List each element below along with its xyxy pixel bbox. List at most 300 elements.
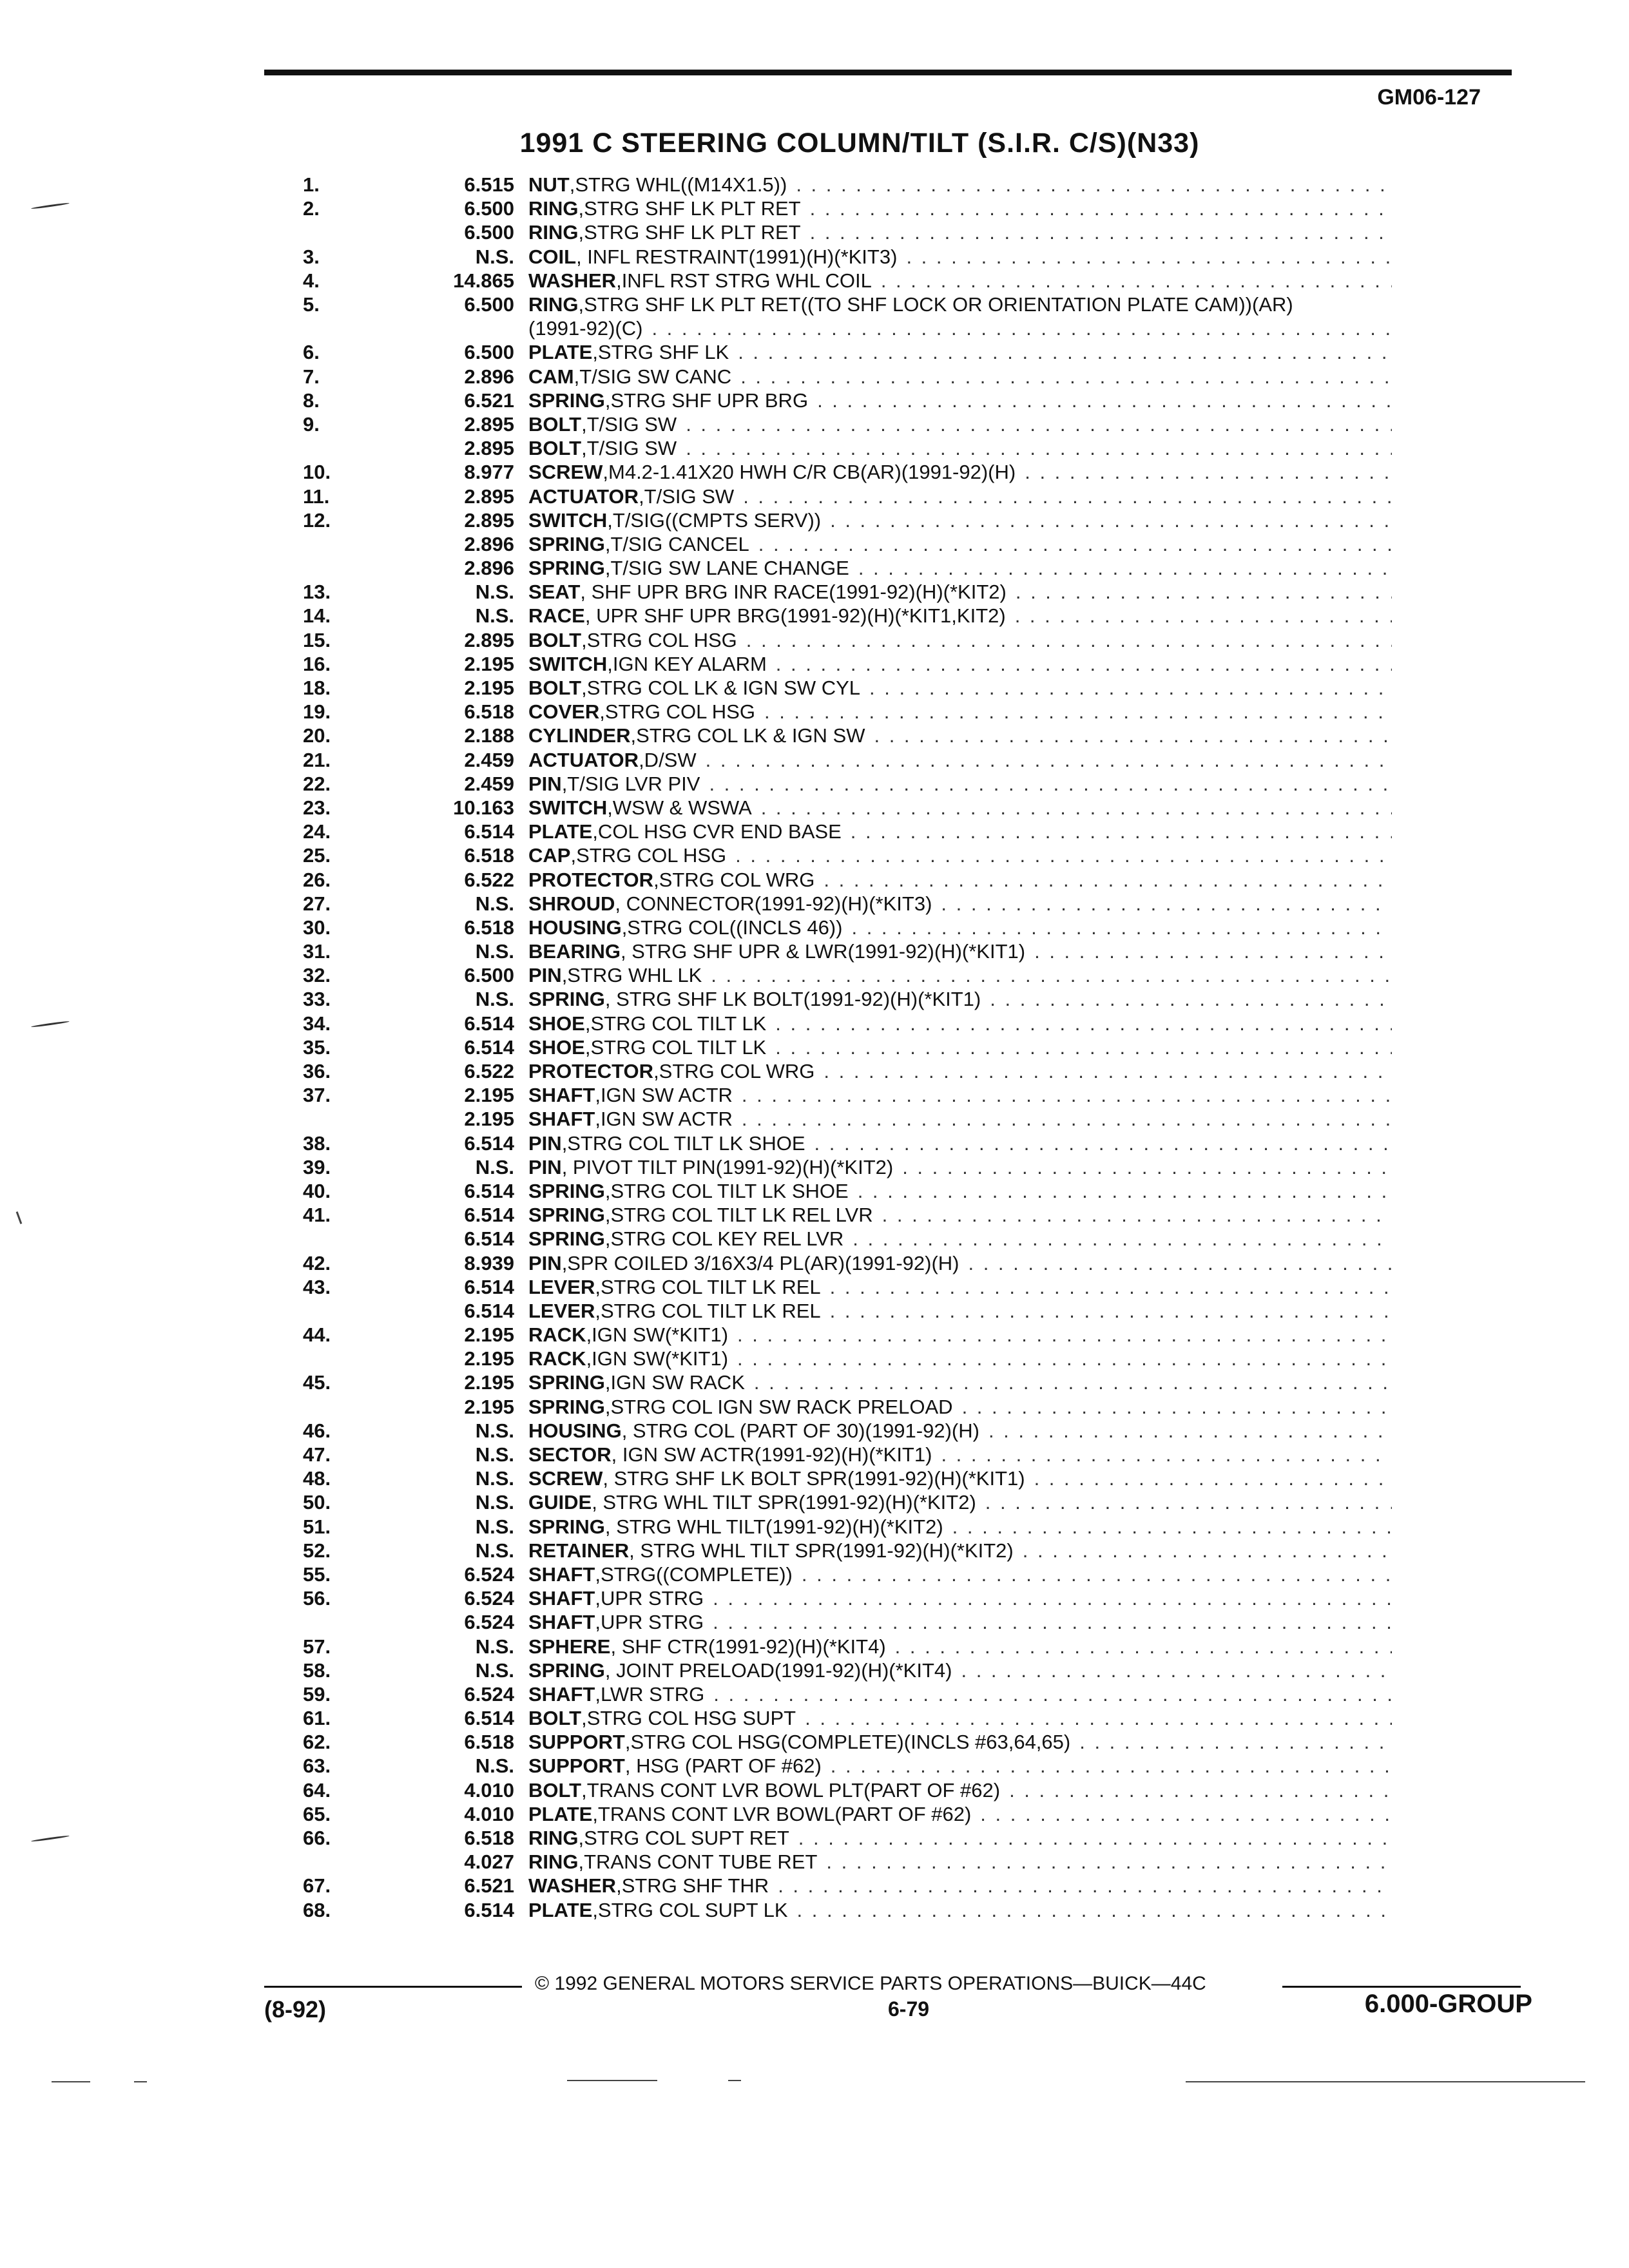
leader-dots bbox=[1034, 1466, 1392, 1490]
part-name: SPRING bbox=[528, 557, 605, 580]
leader-dots bbox=[830, 508, 1392, 532]
part-description: ,STRG COL TILT LK REL LVR bbox=[604, 1204, 873, 1227]
part-name: PLATE bbox=[528, 341, 593, 364]
part-ref-number: 2. bbox=[303, 197, 320, 220]
part-name: SPRING bbox=[528, 988, 605, 1011]
part-group-number: 4.010 bbox=[464, 1778, 514, 1802]
leader-dots bbox=[858, 1179, 1392, 1203]
part-name: SUPPORT bbox=[528, 1754, 625, 1778]
part-description: ,UPR STRG bbox=[595, 1611, 704, 1634]
leader-dots bbox=[686, 412, 1392, 436]
part-row bbox=[303, 1203, 1392, 1227]
part-name: ACTUATOR bbox=[528, 485, 639, 508]
leader-dots bbox=[851, 916, 1392, 939]
part-ref-number: 23. bbox=[303, 796, 331, 819]
part-group-number: 6.514 bbox=[464, 1035, 514, 1059]
part-group-number: 6.522 bbox=[464, 868, 514, 891]
part-group-number: 2.459 bbox=[464, 748, 514, 771]
leader-dots bbox=[869, 676, 1392, 700]
scan-mark bbox=[567, 2080, 657, 2081]
part-group-number: 6.524 bbox=[464, 1562, 514, 1586]
part-name: SECTOR bbox=[528, 1443, 612, 1466]
leader-dots bbox=[737, 1347, 1392, 1370]
part-group-number: 2.188 bbox=[464, 724, 514, 747]
leader-dots bbox=[830, 1275, 1392, 1299]
leader-dots bbox=[797, 1898, 1392, 1922]
part-row bbox=[303, 508, 1392, 532]
part-description: ,IGN KEY ALARM bbox=[607, 652, 767, 675]
leader-dots bbox=[941, 892, 1392, 916]
part-group-number: 14.865 bbox=[453, 269, 514, 292]
part-ref-number: 25. bbox=[303, 844, 331, 867]
part-row bbox=[303, 556, 1392, 580]
part-name: SHAFT bbox=[528, 1587, 595, 1610]
part-ref-number: 67. bbox=[303, 1874, 331, 1898]
part-name: PROTECTOR bbox=[528, 868, 654, 891]
part-name: PIN bbox=[528, 964, 562, 987]
part-ref-number: 10. bbox=[303, 461, 331, 484]
part-name: PIN bbox=[528, 772, 562, 795]
part-ref-number: 39. bbox=[303, 1155, 331, 1178]
document-code: GM06-127 bbox=[1377, 85, 1481, 110]
part-description: ,TRANS CONT LVR BOWL(PART OF #62) bbox=[592, 1802, 972, 1825]
part-group-number: 2.895 bbox=[464, 508, 514, 532]
part-name: BOLT bbox=[528, 1707, 582, 1730]
leader-dots bbox=[817, 389, 1392, 412]
part-description: ,STRG COL TILT LK SHOE bbox=[604, 1179, 849, 1202]
scan-mark bbox=[134, 2081, 147, 2082]
part-description: ,STRG COL LK & IGN SW CYL bbox=[581, 677, 861, 700]
leader-dots bbox=[1025, 460, 1392, 484]
part-group-number: 6.500 bbox=[464, 964, 514, 987]
part-group-number: 2.195 bbox=[464, 677, 514, 700]
scan-mark bbox=[728, 2080, 741, 2081]
part-name: BOLT bbox=[528, 437, 582, 460]
part-ref-number: 51. bbox=[303, 1515, 331, 1538]
part-group-number: 2.459 bbox=[464, 772, 514, 795]
part-description: ,T/SIG SW LANE CHANGE bbox=[604, 557, 849, 580]
part-description: , STRG SHF LK BOLT SPR(1991-92)(H)(*KIT1) bbox=[602, 1467, 1025, 1490]
leader-dots bbox=[1016, 580, 1392, 604]
leader-dots bbox=[761, 796, 1392, 820]
part-row bbox=[303, 963, 1392, 987]
part-ref-number: 24. bbox=[303, 820, 331, 843]
part-description: ,SPR COILED 3/16X3/4 PL(AR)(1991-92)(H) bbox=[561, 1251, 959, 1274]
part-description: ,IGN SW ACTR bbox=[595, 1084, 733, 1107]
part-row bbox=[303, 436, 1392, 460]
leader-dots bbox=[778, 1874, 1392, 1898]
part-name: COVER bbox=[528, 700, 600, 724]
part-group-number: 2.195 bbox=[464, 1395, 514, 1418]
leader-dots bbox=[796, 173, 1392, 197]
part-group-number: 6.524 bbox=[464, 1682, 514, 1706]
part-name: PLATE bbox=[528, 1802, 593, 1825]
part-row bbox=[303, 1179, 1392, 1203]
part-name: SHAFT bbox=[528, 1682, 595, 1706]
part-description: ,STRG SHF THR bbox=[616, 1874, 769, 1898]
leader-dots bbox=[651, 316, 1392, 340]
part-name: WASHER bbox=[528, 1874, 617, 1898]
part-description: ,STRG COL KEY REL LVR bbox=[604, 1227, 844, 1251]
part-ref-number: 58. bbox=[303, 1658, 331, 1682]
leader-dots bbox=[990, 987, 1392, 1011]
part-row bbox=[303, 389, 1392, 412]
part-row bbox=[303, 987, 1392, 1011]
part-description: , STRG WHL TILT SPR(1991-92)(H)(*KIT2) bbox=[629, 1539, 1014, 1562]
part-name: SCREW bbox=[528, 1467, 603, 1490]
part-description: ,STRG COL TILT LK bbox=[584, 1012, 767, 1035]
part-description: ,STRG COL HSG bbox=[581, 628, 737, 651]
part-group-number: 2.195 bbox=[464, 1108, 514, 1131]
leader-dots bbox=[980, 1802, 1392, 1826]
part-name: RACK bbox=[528, 1347, 586, 1370]
part-ref-number: 43. bbox=[303, 1275, 331, 1298]
part-row bbox=[303, 173, 1392, 197]
part-name: COIL bbox=[528, 245, 577, 268]
part-group-number: N.S. bbox=[475, 988, 514, 1011]
part-group-number: 6.515 bbox=[464, 173, 514, 197]
part-row bbox=[303, 245, 1392, 269]
leader-dots bbox=[874, 724, 1392, 747]
part-description: ,T/SIG SW bbox=[581, 437, 677, 460]
part-description: , PIVOT TILT PIN(1991-92)(H)(*KIT2) bbox=[561, 1155, 894, 1178]
part-ref-number: 18. bbox=[303, 677, 331, 700]
part-description: ,STRG SHF LK PLT RET bbox=[578, 221, 801, 244]
part-row bbox=[303, 1012, 1392, 1035]
part-name: SEAT bbox=[528, 581, 581, 604]
part-group-number: 8.939 bbox=[464, 1251, 514, 1274]
leader-dots bbox=[764, 700, 1392, 724]
part-ref-number: 12. bbox=[303, 508, 331, 532]
part-name: BEARING bbox=[528, 940, 621, 963]
part-name: SWITCH bbox=[528, 796, 608, 819]
part-row bbox=[303, 939, 1392, 963]
part-group-number: N.S. bbox=[475, 1443, 514, 1466]
part-ref-number: 56. bbox=[303, 1587, 331, 1610]
part-ref-number: 64. bbox=[303, 1778, 331, 1802]
leader-dots bbox=[740, 365, 1392, 389]
part-ref-number: 9. bbox=[303, 412, 320, 436]
part-row bbox=[303, 1778, 1392, 1802]
leader-dots bbox=[952, 1515, 1392, 1539]
part-group-number: 8.977 bbox=[464, 461, 514, 484]
part-group-number: 2.195 bbox=[464, 1323, 514, 1347]
part-description: ,STRG SHF LK bbox=[592, 341, 729, 364]
part-row bbox=[303, 1275, 1392, 1299]
part-ref-number: 35. bbox=[303, 1035, 331, 1059]
part-ref-number: 48. bbox=[303, 1467, 331, 1490]
part-group-number: 2.896 bbox=[464, 365, 514, 388]
leader-dots bbox=[824, 1059, 1392, 1083]
leader-dots bbox=[742, 1107, 1392, 1131]
part-ref-number: 36. bbox=[303, 1060, 331, 1083]
copyright-notice: © 1992 GENERAL MOTORS SERVICE PARTS OPERATIONS—BUICK—44C bbox=[535, 1973, 1206, 1994]
part-description: ,TRANS CONT LVR BOWL PLT(PART OF #62) bbox=[581, 1778, 1001, 1802]
part-description: (1991-92)(C) bbox=[528, 317, 643, 340]
part-group-number: 6.514 bbox=[464, 1299, 514, 1322]
part-row bbox=[303, 1323, 1392, 1347]
part-row bbox=[303, 1035, 1392, 1059]
part-name: RING bbox=[528, 197, 579, 220]
part-group-number: N.S. bbox=[475, 1155, 514, 1178]
part-description: ,D/SW bbox=[639, 748, 697, 771]
part-group-number: 2.195 bbox=[464, 1084, 514, 1107]
leader-dots bbox=[815, 1131, 1392, 1155]
part-row bbox=[303, 316, 1392, 340]
part-name: PIN bbox=[528, 1251, 562, 1274]
part-row bbox=[303, 365, 1392, 389]
footer-rule-left bbox=[264, 1986, 522, 1988]
part-name: WASHER bbox=[528, 269, 617, 292]
part-group-number: 2.195 bbox=[464, 652, 514, 675]
leader-dots bbox=[743, 485, 1392, 508]
part-description: ,STRG SHF LK PLT RET((TO SHF LOCK OR ORIENTATION PLATE CAM))(AR) bbox=[578, 293, 1293, 316]
part-name: SPRING bbox=[528, 1371, 605, 1394]
part-ref-number: 33. bbox=[303, 988, 331, 1011]
footer-date: (8-92) bbox=[264, 1996, 327, 2023]
part-description: , INFL RESTRAINT(1991)(H)(*KIT3) bbox=[576, 245, 898, 268]
leader-dots bbox=[895, 1635, 1392, 1658]
part-name: RING bbox=[528, 1827, 579, 1850]
part-row bbox=[303, 293, 1392, 316]
part-ref-number: 44. bbox=[303, 1323, 331, 1347]
leader-dots bbox=[737, 1323, 1392, 1347]
leader-dots bbox=[735, 843, 1392, 867]
part-ref-number: 26. bbox=[303, 868, 331, 891]
part-name: ACTUATOR bbox=[528, 748, 639, 771]
part-name: PIN bbox=[528, 1131, 562, 1155]
part-description: ,STRG COL WRG bbox=[653, 1060, 815, 1083]
part-row bbox=[303, 1251, 1392, 1274]
leader-dots bbox=[1015, 604, 1392, 628]
leader-dots bbox=[968, 1251, 1392, 1275]
leader-dots bbox=[882, 1203, 1392, 1227]
leader-dots bbox=[706, 748, 1392, 772]
leader-dots bbox=[775, 1035, 1392, 1059]
leader-dots bbox=[988, 1419, 1392, 1443]
part-row bbox=[303, 1562, 1392, 1586]
part-row bbox=[303, 1227, 1392, 1251]
part-ref-number: 63. bbox=[303, 1754, 331, 1778]
part-description: ,STRG COL IGN SW RACK PRELOAD bbox=[604, 1395, 953, 1418]
part-row bbox=[303, 724, 1392, 747]
part-name: RACK bbox=[528, 1323, 586, 1347]
part-ref-number: 59. bbox=[303, 1682, 331, 1706]
part-ref-number: 34. bbox=[303, 1012, 331, 1035]
leader-dots bbox=[941, 1443, 1392, 1466]
leader-dots bbox=[831, 1754, 1392, 1778]
part-name: RETAINER bbox=[528, 1539, 630, 1562]
leader-dots bbox=[713, 1586, 1392, 1610]
part-group-number: N.S. bbox=[475, 892, 514, 915]
part-description: , IGN SW ACTR(1991-92)(H)(*KIT1) bbox=[611, 1443, 932, 1466]
part-ref-number: 40. bbox=[303, 1179, 331, 1202]
part-description: , CONNECTOR(1991-92)(H)(*KIT3) bbox=[615, 892, 932, 915]
part-ref-number: 13. bbox=[303, 581, 331, 604]
part-name: SHROUD bbox=[528, 892, 615, 915]
part-group-number: 2.895 bbox=[464, 412, 514, 436]
part-name: PLATE bbox=[528, 1898, 593, 1921]
part-ref-number: 20. bbox=[303, 724, 331, 747]
part-ref-number: 3. bbox=[303, 245, 320, 268]
leader-dots bbox=[851, 820, 1392, 843]
part-row bbox=[303, 1539, 1392, 1562]
parts-list bbox=[303, 173, 1392, 1922]
part-row bbox=[303, 1658, 1392, 1682]
footer-group: 6.000-GROUP bbox=[1364, 1990, 1532, 2018]
part-row bbox=[303, 1443, 1392, 1466]
part-ref-number: 4. bbox=[303, 269, 320, 292]
part-row bbox=[303, 867, 1392, 891]
part-row bbox=[303, 652, 1392, 676]
part-ref-number: 6. bbox=[303, 341, 320, 364]
part-row bbox=[303, 1610, 1392, 1634]
part-group-number: 2.195 bbox=[464, 1371, 514, 1394]
part-row bbox=[303, 796, 1392, 820]
leader-dots bbox=[1079, 1730, 1392, 1754]
part-row bbox=[303, 412, 1392, 436]
part-description: ,T/SIG LVR PIV bbox=[561, 772, 700, 795]
leader-dots bbox=[962, 1395, 1392, 1419]
part-name: BOLT bbox=[528, 1778, 582, 1802]
part-row bbox=[303, 1155, 1392, 1179]
part-ref-number: 15. bbox=[303, 628, 331, 651]
part-name: SHAFT bbox=[528, 1108, 595, 1131]
leader-dots bbox=[713, 1682, 1392, 1706]
scan-mark bbox=[16, 1211, 23, 1224]
part-description: ,WSW & WSWA bbox=[607, 796, 752, 819]
part-description: ,STRG COL((INCLS 46)) bbox=[621, 916, 843, 939]
part-name: RING bbox=[528, 1850, 579, 1874]
part-name: CAM bbox=[528, 365, 574, 388]
part-group-number: 6.514 bbox=[464, 1227, 514, 1251]
leader-dots bbox=[906, 245, 1392, 269]
part-group-number: 6.514 bbox=[464, 1179, 514, 1202]
part-description: ,UPR STRG bbox=[595, 1587, 704, 1610]
leader-dots bbox=[805, 1706, 1392, 1730]
part-name: PLATE bbox=[528, 820, 593, 843]
part-group-number: 2.896 bbox=[464, 532, 514, 555]
part-name: HOUSING bbox=[528, 916, 622, 939]
part-group-number: 6.518 bbox=[464, 1731, 514, 1754]
part-description: ,STRG WHL((M14X1.5)) bbox=[569, 173, 787, 197]
leader-dots bbox=[738, 340, 1392, 364]
part-description: ,INFL RST STRG WHL COIL bbox=[616, 269, 872, 292]
leader-dots bbox=[802, 1562, 1392, 1586]
part-name: SPRING bbox=[528, 532, 605, 555]
leader-dots bbox=[824, 868, 1392, 892]
part-group-number: 6.514 bbox=[464, 1012, 514, 1035]
part-group-number: N.S. bbox=[475, 1754, 514, 1778]
part-description: ,T/SIG((CMPTS SERV)) bbox=[607, 508, 822, 532]
part-ref-number: 52. bbox=[303, 1539, 331, 1562]
part-name: NUT bbox=[528, 173, 570, 197]
part-row bbox=[303, 1730, 1392, 1754]
part-description: , STRG WHL TILT(1991-92)(H)(*KIT2) bbox=[604, 1515, 943, 1538]
part-row bbox=[303, 269, 1392, 293]
part-ref-number: 46. bbox=[303, 1419, 331, 1442]
part-ref-number: 45. bbox=[303, 1371, 331, 1394]
part-description: , UPR SHF UPR BRG(1991-92)(H)(*KIT1,KIT2) bbox=[584, 604, 1006, 628]
part-row bbox=[303, 532, 1392, 556]
part-row bbox=[303, 1826, 1392, 1850]
part-name: SPRING bbox=[528, 1179, 605, 1202]
page-number: 6-79 bbox=[888, 1997, 930, 2021]
part-row bbox=[303, 628, 1392, 652]
part-ref-number: 1. bbox=[303, 173, 320, 197]
part-group-number: 4.010 bbox=[464, 1802, 514, 1825]
part-row bbox=[303, 1850, 1392, 1874]
margin-mark bbox=[31, 1021, 70, 1028]
part-row bbox=[303, 1634, 1392, 1658]
part-name: LEVER bbox=[528, 1299, 595, 1322]
part-name: RING bbox=[528, 221, 579, 244]
part-description: , JOINT PRELOAD(1991-92)(H)(*KIT4) bbox=[604, 1658, 952, 1682]
part-name: HOUSING bbox=[528, 1419, 622, 1442]
top-rule bbox=[264, 70, 1512, 75]
part-description: ,LWR STRG bbox=[595, 1682, 705, 1706]
part-row bbox=[303, 1107, 1392, 1131]
part-row bbox=[303, 1898, 1392, 1922]
leader-dots bbox=[1009, 1778, 1392, 1802]
part-ref-number: 11. bbox=[303, 485, 330, 508]
part-ref-number: 41. bbox=[303, 1204, 331, 1227]
part-description: ,STRG COL TILT LK REL bbox=[595, 1275, 821, 1298]
part-group-number: 6.524 bbox=[464, 1611, 514, 1634]
part-name: SPRING bbox=[528, 1227, 605, 1251]
part-ref-number: 47. bbox=[303, 1443, 331, 1466]
part-description: , SHF CTR(1991-92)(H)(*KIT4) bbox=[610, 1635, 886, 1658]
part-description: ,STRG COL HSG(COMPLETE)(INCLS #63,64,65) bbox=[624, 1731, 1071, 1754]
part-description: ,STRG SHF LK PLT RET bbox=[578, 197, 801, 220]
part-description: ,T/SIG SW bbox=[639, 485, 735, 508]
part-row bbox=[303, 580, 1392, 604]
part-ref-number: 37. bbox=[303, 1084, 331, 1107]
part-ref-number: 30. bbox=[303, 916, 331, 939]
part-name: SPRING bbox=[528, 389, 605, 412]
part-description: ,STRG COL LK & IGN SW bbox=[630, 724, 865, 747]
part-name: GUIDE bbox=[528, 1491, 592, 1514]
part-row bbox=[303, 1347, 1392, 1370]
part-group-number: 6.500 bbox=[464, 341, 514, 364]
part-group-number: 6.514 bbox=[464, 1275, 514, 1298]
part-group-number: 6.518 bbox=[464, 700, 514, 724]
part-row bbox=[303, 1131, 1392, 1155]
leader-dots bbox=[713, 1610, 1392, 1634]
part-row bbox=[303, 1802, 1392, 1826]
leader-dots bbox=[830, 1299, 1392, 1323]
leader-dots bbox=[826, 1850, 1392, 1874]
part-name: SPRING bbox=[528, 1395, 605, 1418]
part-group-number: 6.518 bbox=[464, 1827, 514, 1850]
leader-dots bbox=[776, 652, 1392, 676]
part-row bbox=[303, 1299, 1392, 1323]
part-description: ,STRG COL SUPT LK bbox=[592, 1898, 788, 1921]
part-group-number: 6.521 bbox=[464, 1874, 514, 1898]
part-group-number: N.S. bbox=[475, 1658, 514, 1682]
part-group-number: N.S. bbox=[475, 1467, 514, 1490]
part-name: SCREW bbox=[528, 461, 603, 484]
part-ref-number: 42. bbox=[303, 1251, 331, 1274]
part-ref-number: 65. bbox=[303, 1802, 331, 1825]
part-row bbox=[303, 1083, 1392, 1107]
part-group-number: 6.514 bbox=[464, 820, 514, 843]
part-row bbox=[303, 484, 1392, 508]
part-ref-number: 50. bbox=[303, 1491, 331, 1514]
part-description: ,STRG((COMPLETE)) bbox=[595, 1562, 793, 1586]
part-description: ,STRG COL SUPT RET bbox=[578, 1827, 789, 1850]
part-ref-number: 57. bbox=[303, 1635, 331, 1658]
